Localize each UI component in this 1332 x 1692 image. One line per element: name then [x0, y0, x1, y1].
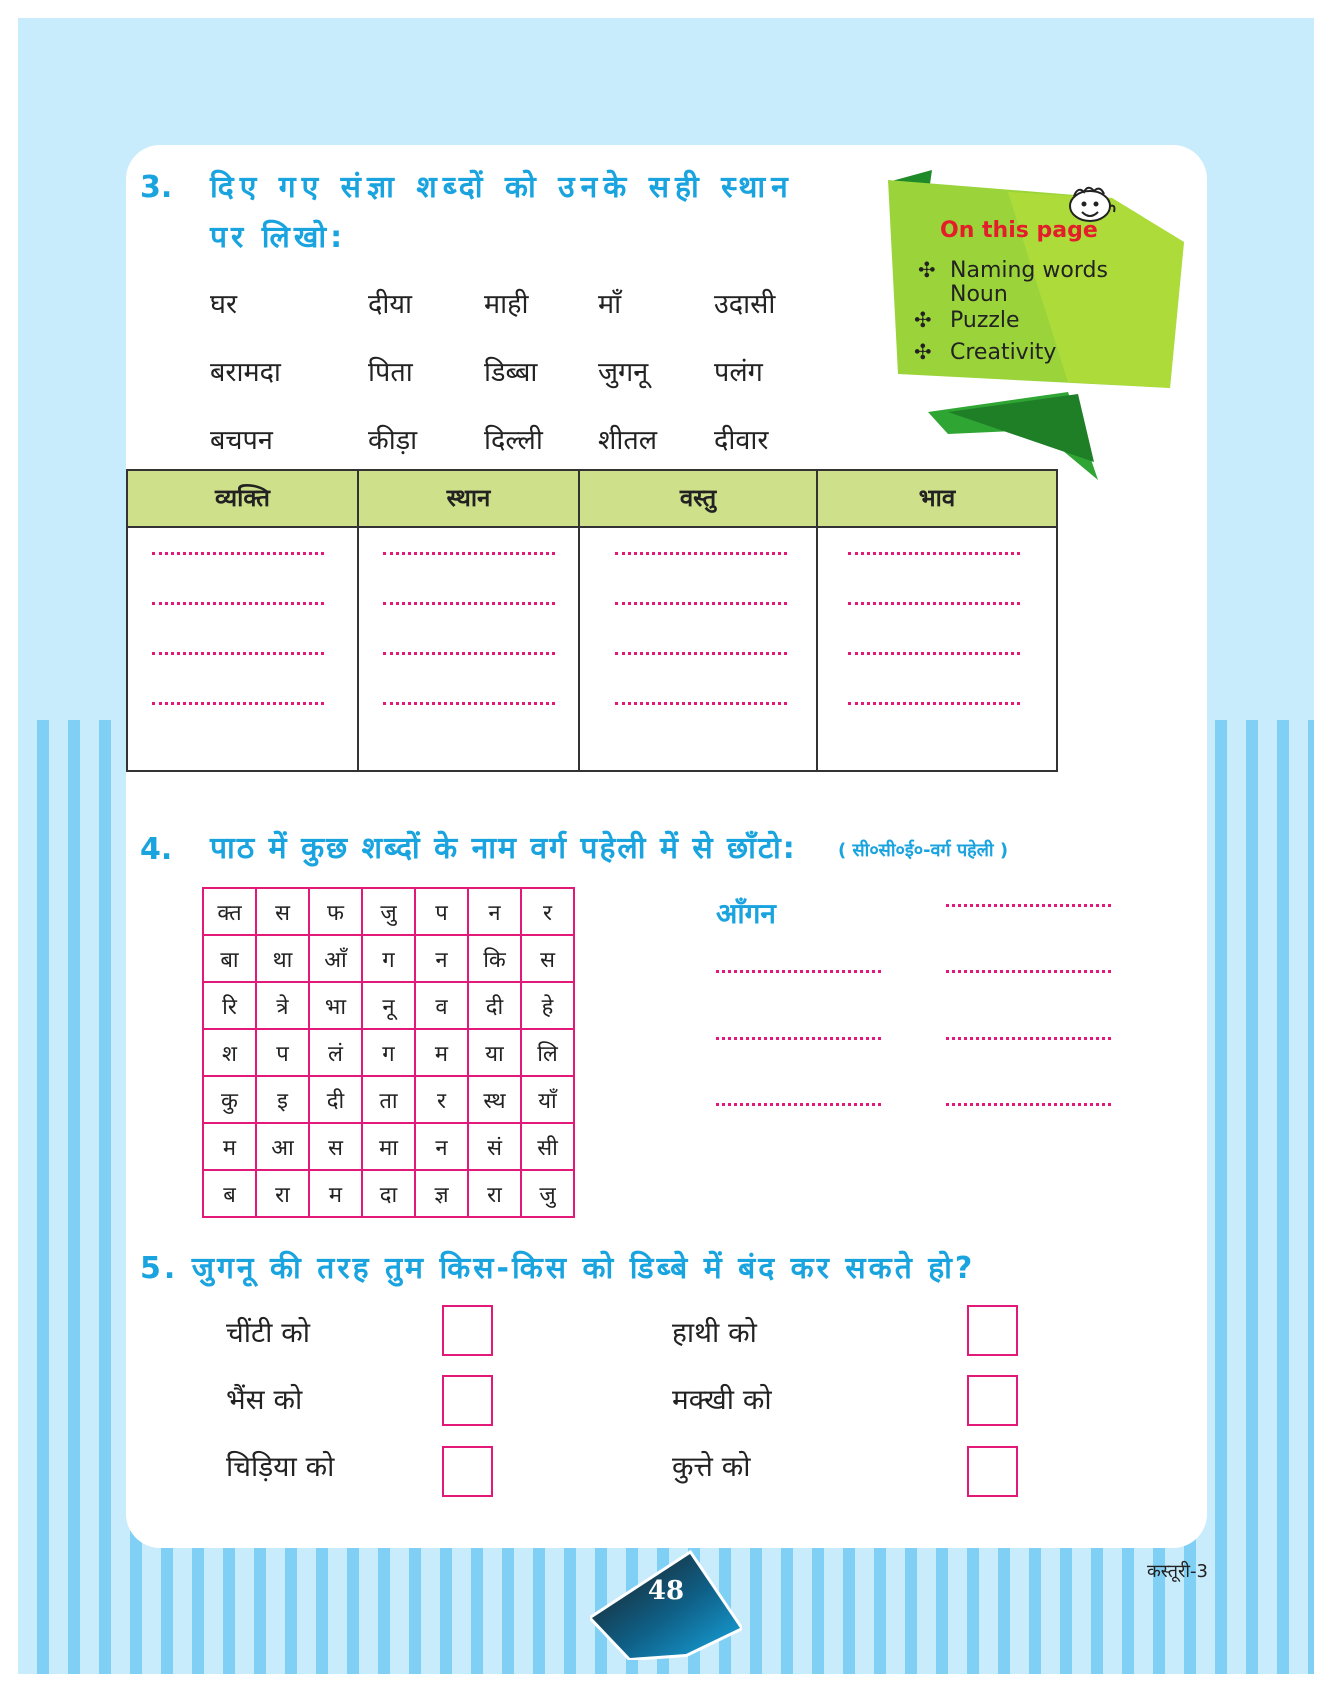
puzzle-cell[interactable]: याँ [521, 1076, 574, 1123]
puzzle-cell[interactable]: प [415, 888, 468, 935]
answer-line[interactable] [716, 1037, 881, 1040]
puzzle-row [203, 935, 574, 982]
answer-line[interactable] [152, 552, 324, 555]
puzzle-cell[interactable]: रा [468, 1170, 521, 1217]
puzzle-row [203, 1170, 574, 1217]
puzzle-cell[interactable]: क्त [203, 888, 256, 935]
puzzle-row [203, 1076, 574, 1123]
word-bank-item: माँ [598, 289, 622, 320]
sticker-title: On this page [940, 218, 1098, 243]
puzzle-cell[interactable]: नू [362, 982, 415, 1029]
puzzle-row [203, 888, 574, 935]
puzzle-cell[interactable]: प [256, 1029, 309, 1076]
puzzle-cell[interactable]: ग [362, 1029, 415, 1076]
option-label: कुत्ते को [672, 1450, 751, 1483]
puzzle-row [203, 1029, 574, 1076]
word-bank-item: डिब्बा [484, 357, 538, 388]
table-header-cell: स्थान [446, 484, 491, 512]
option-label: भैंस को [226, 1383, 303, 1416]
word-bank-item: घर [210, 289, 237, 320]
answer-checkbox[interactable] [442, 1446, 493, 1497]
puzzle-cell[interactable]: ब [203, 1170, 256, 1217]
word-bank-item: बरामदा [210, 357, 281, 388]
answer-checkbox[interactable] [442, 1375, 493, 1426]
table-header-cell: भाव [918, 484, 956, 512]
q3-line1: दिए गए संज्ञा शब्दों को उनके सही स्थान [210, 170, 794, 205]
answer-line[interactable] [152, 702, 324, 705]
puzzle-cell[interactable]: स्थ [468, 1076, 521, 1123]
answer-line[interactable] [848, 552, 1020, 555]
puzzle-cell[interactable]: कि [468, 935, 521, 982]
answer-line[interactable] [946, 904, 1111, 907]
q5-text: 5. जुगनू की तरह तुम किस-किस को डिब्बे में बंद कर सकते हो? [140, 1251, 976, 1286]
puzzle-cell[interactable]: म [415, 1029, 468, 1076]
q4-note: ( सी०सी०ई०-वर्ग पहेली ) [838, 840, 1009, 861]
puzzle-cell[interactable]: न [415, 1123, 468, 1170]
q4-number: 4. [140, 832, 173, 867]
puzzle-cell[interactable]: रि [203, 982, 256, 1029]
answer-line[interactable] [615, 702, 787, 705]
answer-line[interactable] [946, 970, 1111, 973]
puzzle-cell[interactable]: स [309, 1123, 362, 1170]
puzzle-cell[interactable]: दी [468, 982, 521, 1029]
sticker-item: Creativity [950, 340, 1057, 365]
puzzle-cell[interactable]: व [415, 982, 468, 1029]
puzzle-cell[interactable]: न [415, 935, 468, 982]
page-number: 48 [647, 1576, 685, 1606]
puzzle-cell[interactable]: लं [309, 1029, 362, 1076]
q3-number: 3. [140, 170, 173, 205]
q4-text: पाठ में कुछ शब्दों के नाम वर्ग पहेली में से छाँटो: [210, 831, 797, 866]
answer-checkbox[interactable] [967, 1375, 1018, 1426]
puzzle-cell[interactable]: सं [468, 1123, 521, 1170]
option-label: चींटी को [226, 1316, 311, 1349]
page-number-badge [590, 1548, 742, 1660]
example-answer: आँगन [716, 897, 776, 930]
q3-line2: पर लिखो: [210, 220, 347, 255]
table-divider [357, 471, 359, 770]
word-bank-item: दीवार [714, 425, 769, 456]
answer-line[interactable] [946, 1037, 1111, 1040]
table-header-cell: व्यक्ति [215, 484, 270, 512]
word-bank-item: माही [484, 289, 529, 320]
answer-checkbox[interactable] [442, 1305, 493, 1356]
noun-classification-table [126, 469, 1058, 772]
puzzle-cell[interactable]: म [309, 1170, 362, 1217]
answer-line[interactable] [383, 602, 555, 605]
answer-line[interactable] [383, 652, 555, 655]
puzzle-row [203, 1123, 574, 1170]
puzzle-cell[interactable]: र [521, 888, 574, 935]
word-bank-item: कीड़ा [368, 425, 418, 456]
answer-line[interactable] [848, 702, 1020, 705]
answer-line[interactable] [848, 602, 1020, 605]
puzzle-cell[interactable]: लि [521, 1029, 574, 1076]
sticker-item: Noun [950, 282, 1008, 307]
option-label: हाथी को [672, 1316, 757, 1349]
puzzle-cell[interactable]: स [521, 935, 574, 982]
puzzle-cell[interactable]: सी [521, 1123, 574, 1170]
puzzle-cell[interactable]: त्रे [256, 982, 309, 1029]
puzzle-cell[interactable]: ता [362, 1076, 415, 1123]
word-bank-item: पिता [368, 357, 413, 388]
puzzle-cell[interactable]: दा [362, 1170, 415, 1217]
sticker-bullet-icon: ✣ [914, 340, 932, 364]
word-bank-item: बचपन [210, 425, 273, 456]
puzzle-cell[interactable]: न [468, 888, 521, 935]
word-bank-item: जुगनू [598, 357, 649, 388]
answer-line[interactable] [716, 1103, 881, 1106]
on-this-page-sticker [888, 162, 1194, 484]
sticker-shape [888, 162, 1194, 484]
puzzle-cell[interactable]: म [203, 1123, 256, 1170]
answer-line[interactable] [848, 652, 1020, 655]
answer-line[interactable] [152, 652, 324, 655]
puzzle-cell[interactable]: बा [203, 935, 256, 982]
answer-line[interactable] [615, 552, 787, 555]
answer-line[interactable] [383, 552, 555, 555]
book-title: कस्तूरी-3 [1146, 1561, 1208, 1582]
sticker-bullet-icon: ✣ [914, 308, 932, 332]
puzzle-cell[interactable]: दी [309, 1076, 362, 1123]
puzzle-cell[interactable]: रा [256, 1170, 309, 1217]
puzzle-cell[interactable]: ग [362, 935, 415, 982]
word-search-puzzle [202, 887, 575, 1218]
puzzle-cell[interactable]: ज्ञ [415, 1170, 468, 1217]
table-divider [578, 471, 580, 770]
answer-checkbox[interactable] [967, 1446, 1018, 1497]
option-label: मक्खी को [672, 1383, 772, 1416]
puzzle-cell[interactable]: फ [309, 888, 362, 935]
puzzle-cell[interactable]: कु [203, 1076, 256, 1123]
sticker-item: Naming words [950, 258, 1108, 283]
sticker-item: Puzzle [950, 308, 1020, 333]
word-bank-item: दीया [368, 289, 412, 320]
puzzle-cell[interactable]: था [256, 935, 309, 982]
word-bank-item: शीतल [598, 425, 658, 456]
puzzle-cell[interactable]: आँ [309, 935, 362, 982]
answer-checkbox[interactable] [967, 1305, 1018, 1356]
table-divider [816, 471, 818, 770]
puzzle-cell[interactable]: या [468, 1029, 521, 1076]
puzzle-cell[interactable]: मा [362, 1123, 415, 1170]
puzzle-cell[interactable]: भा [309, 982, 362, 1029]
puzzle-cell[interactable]: श [203, 1029, 256, 1076]
answer-line[interactable] [383, 702, 555, 705]
answer-line[interactable] [615, 652, 787, 655]
sticker-bullet-icon: ✣ [918, 258, 936, 282]
puzzle-cell[interactable]: स [256, 888, 309, 935]
table-header-cell: वस्तु [679, 484, 717, 512]
puzzle-cell[interactable]: आ [256, 1123, 309, 1170]
word-bank-item: उदासी [714, 289, 776, 320]
puzzle-cell[interactable]: जु [521, 1170, 574, 1217]
puzzle-cell[interactable]: र [415, 1076, 468, 1123]
answer-line[interactable] [946, 1103, 1111, 1106]
puzzle-row [203, 982, 574, 1029]
puzzle-cell[interactable]: हे [521, 982, 574, 1029]
puzzle-cell[interactable]: जु [362, 888, 415, 935]
word-bank-item: दिल्ली [484, 425, 543, 456]
word-bank-item: पलंग [714, 357, 763, 388]
answer-line[interactable] [716, 970, 881, 973]
answer-line[interactable] [615, 602, 787, 605]
option-label: चिड़िया को [226, 1450, 335, 1483]
puzzle-cell[interactable]: इ [256, 1076, 309, 1123]
answer-line[interactable] [152, 602, 324, 605]
